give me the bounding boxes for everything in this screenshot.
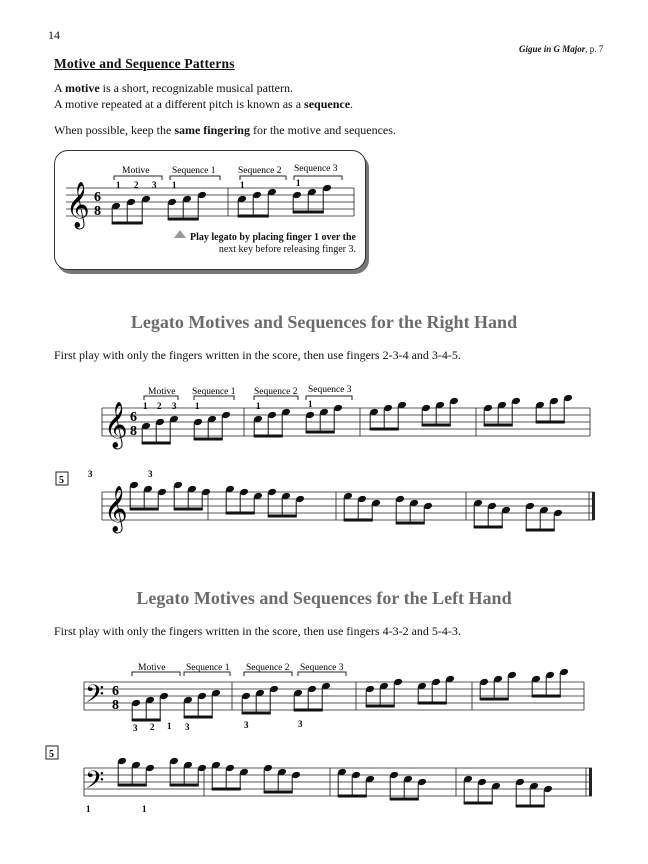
measure-number: 5 <box>59 475 64 486</box>
beam <box>422 424 451 427</box>
beam <box>516 805 545 808</box>
motive-label: Motive <box>122 166 150 176</box>
beam <box>168 218 199 221</box>
sequence-2-label: Sequence 2 <box>246 663 290 673</box>
beam <box>293 211 324 214</box>
reference-note: Gigue in G Major, p. 7 <box>519 44 604 54</box>
fingering: 1 <box>172 180 177 190</box>
beam <box>480 698 509 701</box>
rh-system-1 <box>54 378 602 458</box>
right-hand-instruction: First play with only the fingers written in the score, then use fingers 2-3-4 and 3-4-5. <box>54 348 461 362</box>
beam <box>264 791 293 794</box>
beam <box>242 712 271 715</box>
beam <box>174 508 203 511</box>
time-signature-top: 6 <box>112 684 119 699</box>
beam <box>344 519 373 522</box>
fingering: 2 <box>134 180 139 190</box>
beam <box>254 435 283 438</box>
fingering: 1 <box>308 399 313 409</box>
beam <box>484 424 513 427</box>
sequence-1-label: Sequence 1 <box>186 663 230 673</box>
fingering: 3 <box>298 719 303 729</box>
beam <box>132 719 161 722</box>
beam <box>370 428 399 431</box>
rh-system-2 <box>54 462 606 542</box>
intro-line-2: A motive repeated at a different pitch is known as a sequence. <box>54 97 354 111</box>
sequence-3-label: Sequence 3 <box>308 385 352 395</box>
fingering: 3 <box>152 180 157 190</box>
right-hand-title: Legato Motives and Sequences for the Right Hand <box>130 312 518 332</box>
fingering: 2 <box>150 722 155 732</box>
sequence-1-label: Sequence 1 <box>172 166 216 176</box>
bass-clef-icon: 𝄢 <box>85 767 105 800</box>
intro-line-3: When possible, keep the same fingering for the motive and sequences. <box>54 123 396 137</box>
fingering: 1 <box>296 178 301 188</box>
bass-clef-icon: 𝄢 <box>85 681 105 714</box>
fingering: 3 <box>185 722 190 732</box>
fingering: 3 <box>172 401 177 411</box>
fingering: 1 <box>116 180 121 190</box>
beam <box>366 705 395 708</box>
sequence-1-label: Sequence 1 <box>192 387 236 397</box>
sequence-3-label: Sequence 3 <box>300 663 344 673</box>
page-number: 14 <box>48 28 60 42</box>
treble-clef-icon: 𝄞 <box>104 486 128 531</box>
sequence-2-label: Sequence 2 <box>238 166 282 176</box>
time-signature-bottom: 8 <box>130 424 137 439</box>
beam <box>184 716 213 719</box>
measure-number: 5 <box>49 749 54 760</box>
beam <box>194 438 223 441</box>
left-hand-instruction: First play with only the fingers written in the score, then use fingers 4-3-2 and 5-4-3. <box>54 624 461 638</box>
fingering: 3 <box>244 720 249 730</box>
fingering: 2 <box>157 401 162 411</box>
beam <box>396 522 425 525</box>
fingering: 3 <box>88 469 93 479</box>
beam <box>212 788 241 791</box>
fingering: 3 <box>148 469 153 479</box>
treble-clef-icon: 𝄞 <box>104 402 128 447</box>
fingering: 1 <box>195 401 200 411</box>
beam <box>338 795 367 798</box>
fingering: 1 <box>142 804 147 814</box>
lh-system-2 <box>44 738 604 830</box>
fingering: 3 <box>133 723 138 733</box>
beam <box>142 442 171 445</box>
beam <box>170 784 199 787</box>
beam <box>532 695 561 698</box>
beam <box>526 529 555 532</box>
beam <box>390 798 419 801</box>
fingering: 1 <box>143 401 148 411</box>
sequence-2-label: Sequence 2 <box>254 387 298 397</box>
beam <box>118 784 147 787</box>
beam <box>464 802 493 805</box>
treble-clef-icon: 𝄞 <box>66 182 90 227</box>
beam <box>130 508 159 511</box>
fingering: 1 <box>167 721 172 731</box>
time-signature-top: 6 <box>130 410 137 425</box>
beam <box>294 709 323 712</box>
intro-line-1: A motive is a short, recognizable musical pattern. <box>54 81 293 95</box>
beam <box>112 222 143 225</box>
beam <box>306 431 335 434</box>
time-signature-bottom: 8 <box>112 698 119 713</box>
sequence-3-label: Sequence 3 <box>294 164 338 174</box>
fingering: 1 <box>240 180 245 190</box>
beam <box>238 215 269 218</box>
beam <box>418 702 447 705</box>
motive-label: Motive <box>138 663 166 673</box>
section-heading: Motive and Sequence Patterns <box>54 56 235 71</box>
beam <box>536 421 565 424</box>
motive-label: Motive <box>148 387 176 397</box>
beam <box>474 526 503 529</box>
beam <box>268 515 297 518</box>
left-hand-title: Legato Motives and Sequences for the Left Hand <box>136 588 512 608</box>
beam <box>226 512 255 515</box>
lh-system-1 <box>54 652 602 738</box>
time-signature-top: 6 <box>94 190 101 205</box>
fingering: 1 <box>256 401 261 411</box>
time-signature-bottom: 8 <box>94 204 101 219</box>
fingering: 1 <box>86 804 91 814</box>
example-caption: Play legato by placing finger 1 over the next key before releasing finger 3. <box>189 232 356 255</box>
